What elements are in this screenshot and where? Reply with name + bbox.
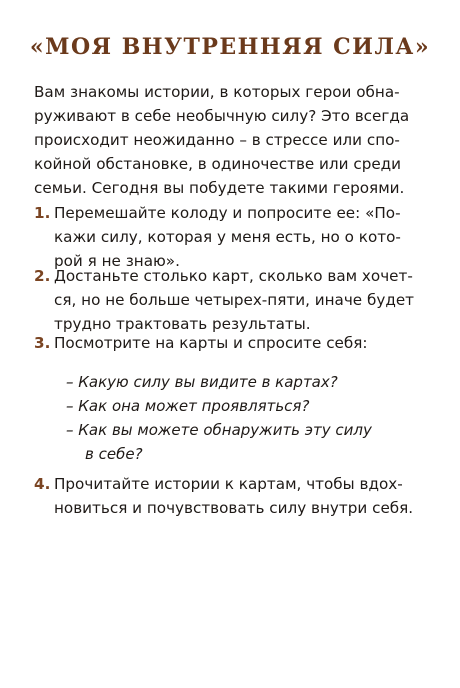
step-line: Достаньте столько карт, сколько вам хочет- bbox=[54, 267, 413, 285]
step-text bbox=[54, 472, 434, 520]
step-line: Прочитайте истории к картам, чтобы вдох- bbox=[54, 475, 403, 493]
step-line: ся, но не больше четырех-пяти, иначе будет bbox=[54, 291, 415, 309]
question-line: – Как вы можете обнаружить эту силу bbox=[66, 421, 372, 439]
step-line: Посмотрите на карты и спросите себя: bbox=[54, 334, 368, 352]
question-line: в себе? bbox=[85, 445, 143, 463]
step-line: Перемешайте колоду и попросите ее: «По- bbox=[54, 204, 401, 222]
step-number: 4. bbox=[34, 475, 51, 493]
step-line: трудно трактовать результаты. bbox=[54, 315, 311, 333]
step-line: рой я не знаю». bbox=[54, 252, 180, 270]
step-number: 2. bbox=[34, 267, 51, 285]
question-line: – Как она может проявляться? bbox=[66, 397, 310, 415]
step-text bbox=[54, 201, 434, 273]
questions-list bbox=[66, 370, 426, 466]
step-text bbox=[54, 331, 434, 355]
step-text bbox=[54, 264, 434, 336]
question-line: – Какую силу вы видите в картах? bbox=[66, 373, 338, 391]
step-number: 3. bbox=[34, 334, 51, 352]
intro-line: Вам знакомы истории, в которых герои обна- bbox=[34, 83, 400, 101]
intro-line: руживают в себе необычную силу? Это всегда bbox=[34, 107, 410, 125]
intro-line: происходит неожиданно – в стрессе или спо- bbox=[34, 131, 400, 149]
step-line: новиться и почувствовать силу внутри себя. bbox=[54, 499, 414, 517]
page-title: «МОЯ ВНУТРЕННЯЯ СИЛА» bbox=[29, 34, 431, 60]
intro-line: семьи. Сегодня вы побудете такими героями. bbox=[34, 179, 405, 197]
step-line: кажи силу, которая у меня есть, но о кото- bbox=[54, 228, 401, 246]
step-number: 1. bbox=[34, 204, 51, 222]
intro-line: койной обстановке, в одиночестве или среди bbox=[34, 155, 402, 173]
intro-paragraph bbox=[34, 80, 434, 200]
